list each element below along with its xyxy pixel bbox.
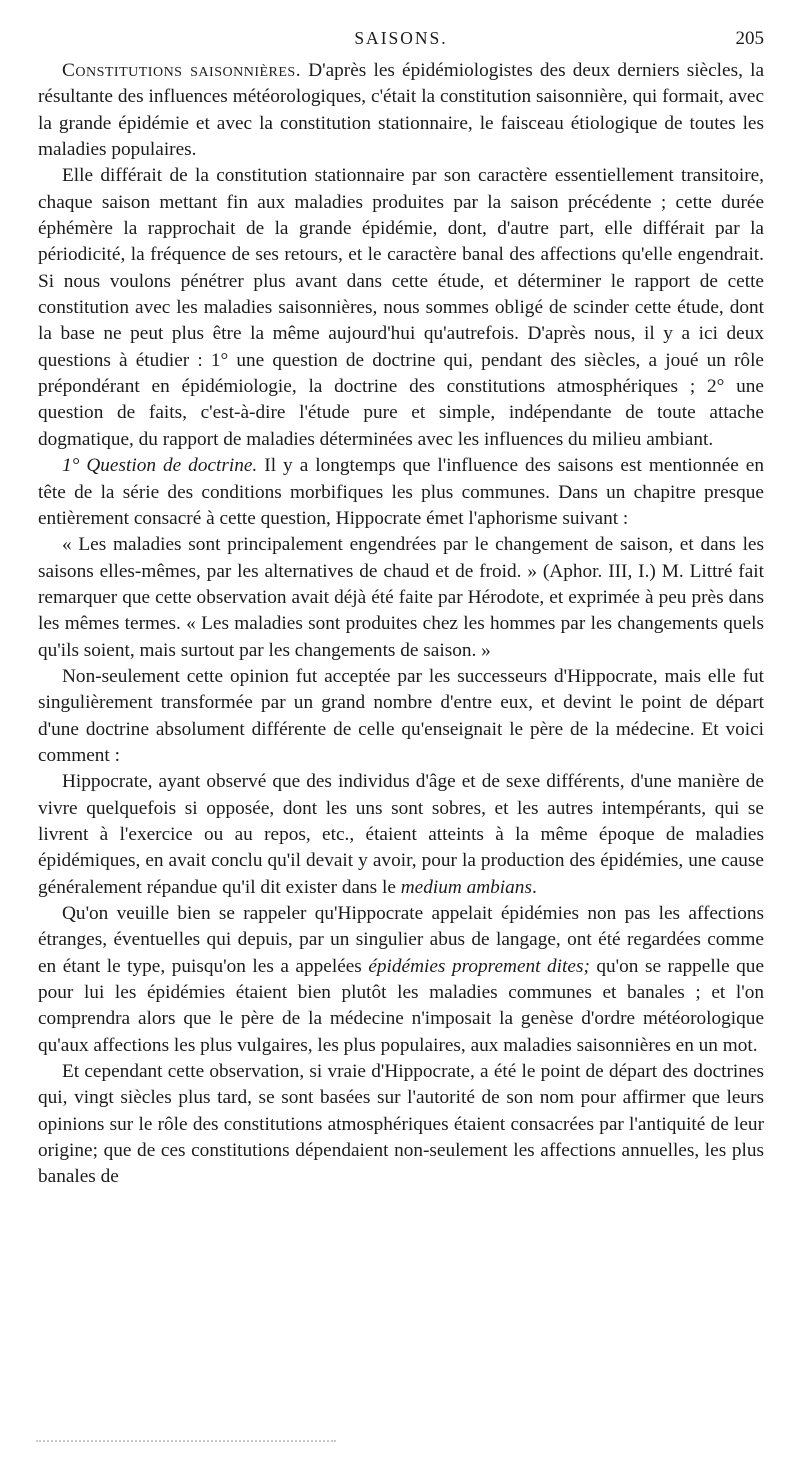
page-number: 205	[735, 28, 764, 49]
italic-term: medium ambians	[400, 876, 532, 898]
paragraph-text: Hippocrate, ayant observé que des individus d'âge et de sexe différents, d'une manière de vivre quelquefois si opposée, dont les uns sont sobres, et les autres intempérants, qui se livrent à l'exercice ou au repos, etc., étaient atteints à la même époque de maladies épidémiques, en avait conclu qu'il devait y avoir, pour la production des épidémies, une cause généralement répandue qu'il dit exister dans le	[38, 771, 764, 898]
paragraph-text: Et cependant cette observation, si vraie d'Hippocrate, a été le point de départ des doctrines qui, vingt siècles plus tard, se sont basées sur l'autorité de son nom pour affirmer que leurs opinions sur le rôle des constitutions atmosphériques étaient consacrées par l'antiquité de leur origine; que de ces constitutions dépendaient non-seulement les affections annuelles, les plus banales de	[38, 1061, 764, 1188]
footer-dotted-rule	[36, 1440, 336, 1442]
document-page	[38, 28, 764, 1191]
paragraph-text: « Les maladies sont principalement engendrées par le changement de saison, et dans les saisons elles-mêmes, par les alternatives de chaud et de froid. » (Aphor. III, I.) M. Littré fait remarquer que cette observation avait déjà été faite par Hérodote, et exprimée à peu près dans les mêmes termes. « Les maladies sont produites chez les hommes par les changements quels qu'ils soient, mais surtout par les changements de saison. »	[38, 534, 764, 661]
running-title: SAISONS.	[354, 28, 448, 48]
paragraph-text: qu'on se rappelle que pour lui les épidémies étaient bien plutôt les maladies communes et banales ; et l'on comprendra alors que le père de la médecine n'imposait la genèse d'ordre météorologique qu'aux affections les plus vulgaires, les plus populaires, aux maladies saisonnières en un mot.	[38, 955, 765, 1056]
italic-term: épidémies proprement dites;	[368, 955, 590, 977]
paragraph-text: .	[531, 876, 537, 898]
paragraph-quotation	[38, 532, 764, 664]
paragraph-text: Qu'on veuille bien se rappeler qu'Hippocrate appelait épidémies non pas les affections étranges, éventuelles qui depuis, par un singulier abus de langage, ont été regardées comme en étant le type, puisqu'on les a appelées	[38, 903, 764, 977]
paragraph	[38, 769, 764, 901]
paragraph	[38, 163, 764, 453]
running-head	[38, 28, 764, 58]
section-lead-question-doctrine: 1° Question de doctrine.	[62, 455, 258, 477]
body-text	[38, 58, 764, 1191]
paragraph-constitutions	[38, 58, 764, 163]
section-lead-constitutions: Constitutions saisonnières.	[62, 60, 302, 81]
paragraph-text: Il y a longtemps que l'influence des saisons est mentionnée en tête de la série des conditions morbifiques les plus communes. Dans un chapitre presque entièrement consacré à cette question, Hippocrate émet l'aphorisme suivant :	[38, 455, 764, 529]
paragraph	[38, 664, 764, 769]
paragraph-question-doctrine	[38, 453, 764, 532]
paragraph-text: Elle différait de la constitution stationnaire par son caractère essentiellement transitoire, chaque saison mettant fin aux maladies produites par la saison précédente ; cette durée éphémère la rapprochait de la grande épidémie, dont, d'autre part, elle différait par la périodicité, la fréquence de ses retours, et le caractère banal des affections qu'elle engendrait. Si nous voulons pénétrer plus avant dans cette étude, et déterminer le rapport de cette constitution avec les maladies saisonnières, nous sommes obligé de scinder cette étude, dont la base ne peut plus être la même aujourd'hui qu'autrefois. D'après nous, il y a ici deux questions à étudier : 1° une question de doctrine qui, pendant des siècles, a joué un rôle prépondérant en épidémiologie, la doctrine des constitutions atmosphériques ; 2° une question de faits, c'est-à-dire l'étude pure et simple, indépendante de toute attache dogmatique, du rapport de maladies déterminées avec les influences du milieu ambiant.	[38, 165, 764, 450]
paragraph-text: Non-seulement cette opinion fut acceptée par les successeurs d'Hippocrate, mais elle fut singulièrement transformée par un grand nombre d'entre eux, et devint le point de départ d'une doctrine absolument différente de celle qu'enseignait le père de la médecine. Et voici comment :	[38, 665, 764, 766]
paragraph	[38, 1059, 764, 1191]
paragraph-text: D'après les épidémiologistes des deux derniers siècles, la résultante des influences météorologiques, c'était la constitution saisonnière, qui formait, avec la grande épidémie et avec la constitution stationnaire, le faisceau étiologique de toutes les maladies populaires.	[38, 60, 765, 161]
paragraph	[38, 901, 764, 1059]
